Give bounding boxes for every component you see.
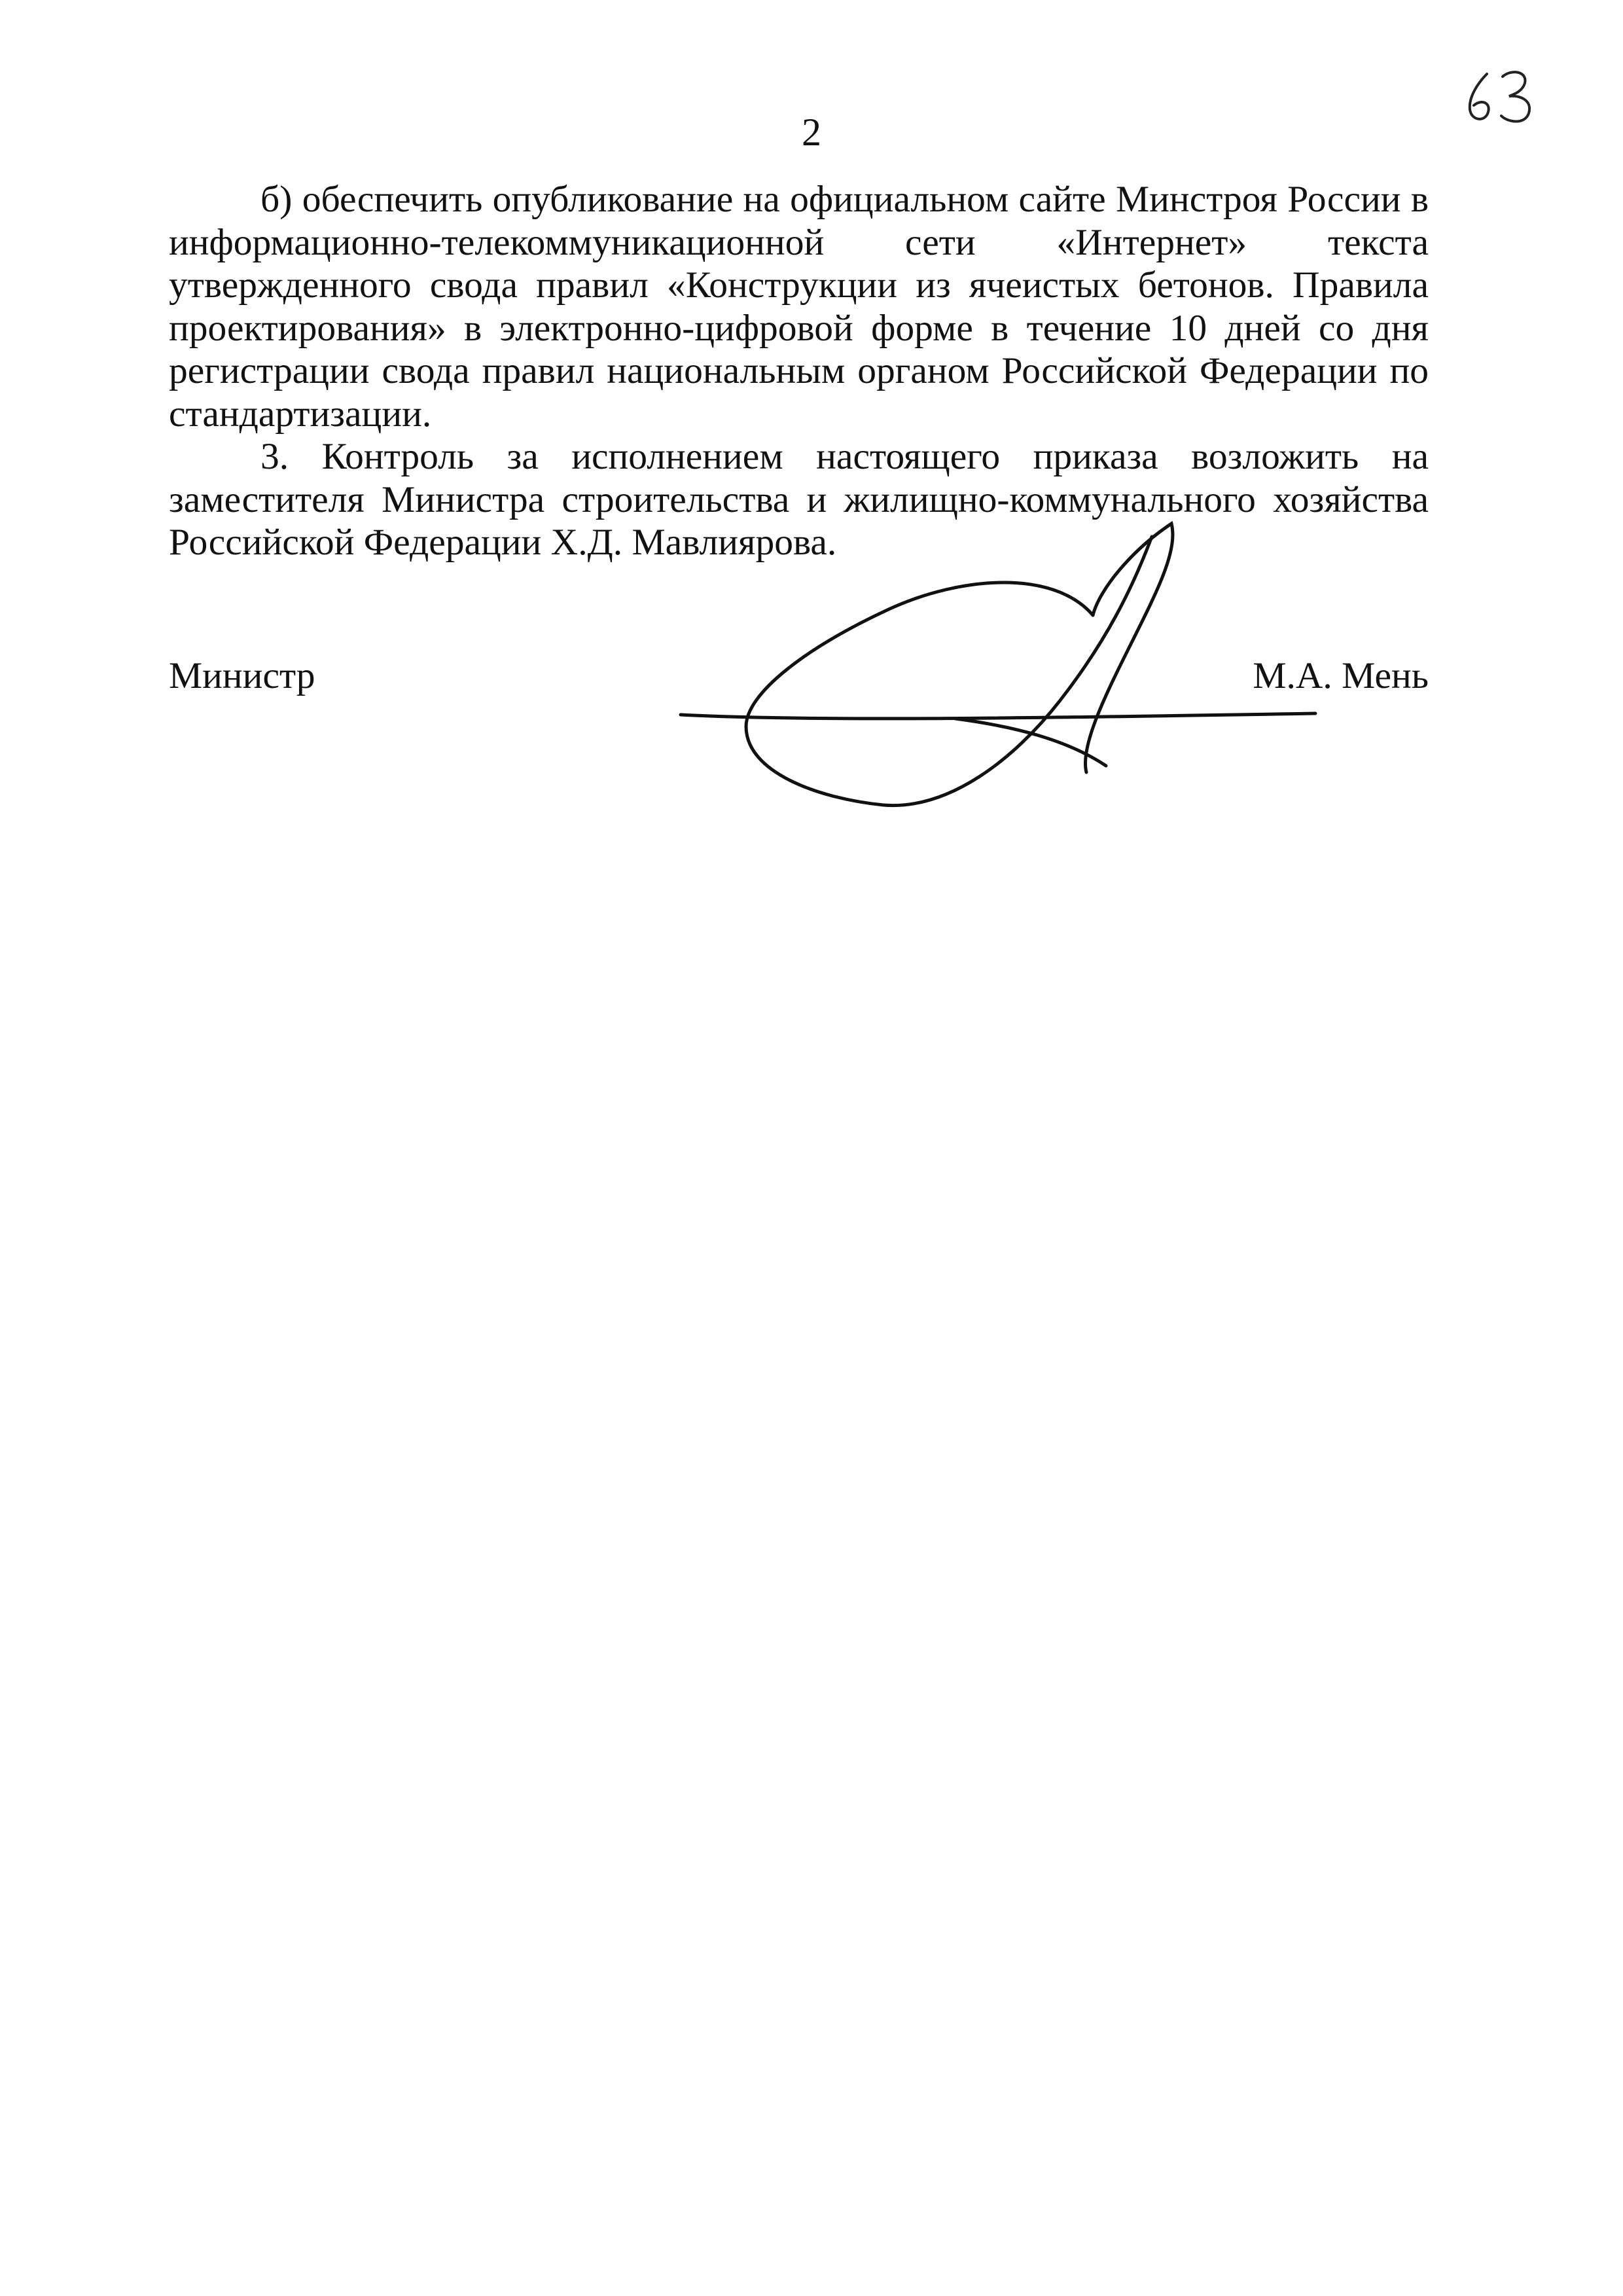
paragraph-publication: б) обеспечить опубликование на официальном сайте Минстроя России в информационно-телекоммуникационной сети «Интернет» текста утвержденного свода правил «Конструкции из ячеистых бетонов. Правила проектирования» в электронно-цифровой форме в течение 10 дней со дня регистрации свода правил национальным органом Российской Федерации по стандартизации. — [169, 179, 1429, 435]
page-number: 2 — [802, 111, 821, 154]
signatory-name: М.А. Мень — [1253, 655, 1429, 696]
document-body — [169, 178, 1429, 564]
handwritten-signature — [674, 511, 1322, 825]
signatory-title: Министр — [169, 655, 315, 696]
paragraph-control: 3. Контроль за исполнением настоящего приказа возложить на заместителя Министра строительства и жилищно-коммунального хозяйства Российской Федерации Х.Д. Мавлиярова. — [169, 436, 1429, 563]
